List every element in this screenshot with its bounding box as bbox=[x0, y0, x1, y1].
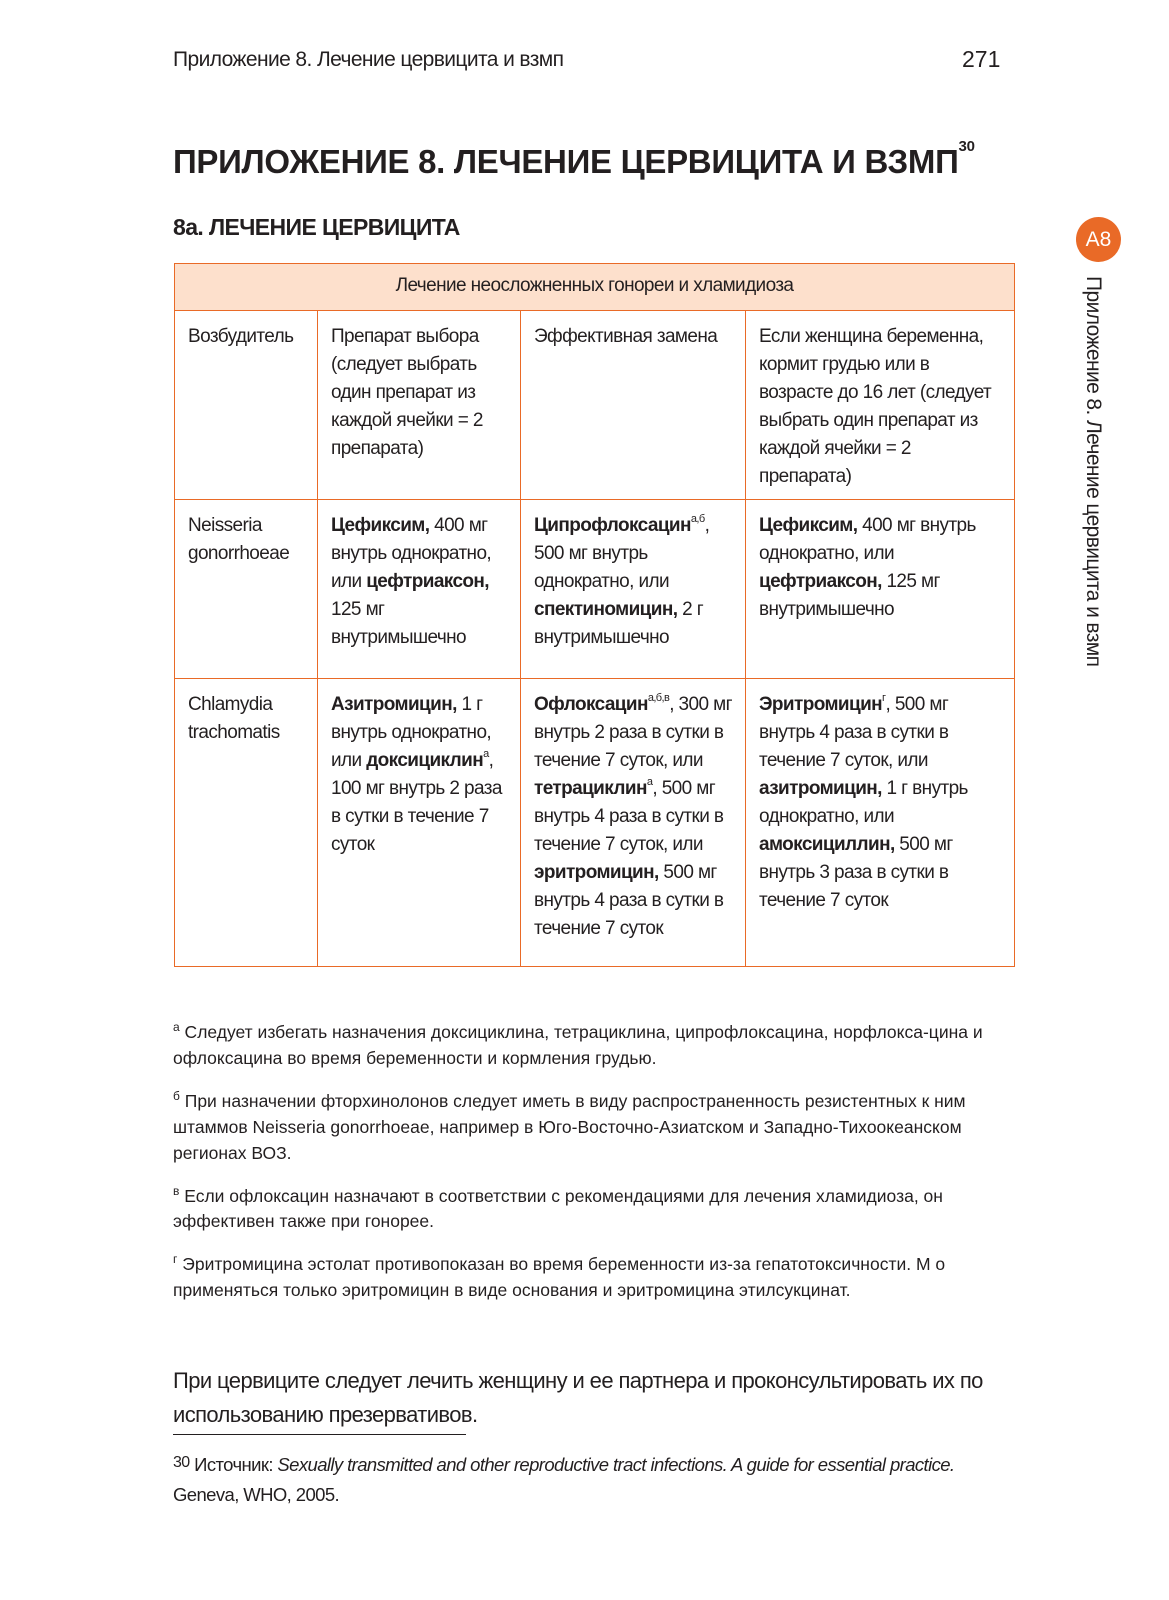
table-note bbox=[173, 1178, 1013, 1235]
page-title-text: ПРИЛОЖЕНИЕ 8. ЛЕЧЕНИЕ ЦЕРВИЦИТА И ВЗМП bbox=[173, 143, 959, 180]
footnote-prefix: Источник: bbox=[189, 1454, 278, 1475]
title-footnote-ref: 30 bbox=[958, 138, 975, 155]
table-row bbox=[175, 679, 1015, 967]
special-cell bbox=[746, 679, 1015, 967]
dosage-text: , 500 мг внутрь 4 раза в сутки в течение 7 суток, или bbox=[759, 694, 949, 771]
header-cell: Возбудитель bbox=[175, 311, 318, 500]
note-text: Следует избегать назначения доксициклина, тетрациклина, ципрофлоксацина, норфлокса-цина и офлоксацина во время беременности и кормления грудью. bbox=[173, 1021, 983, 1068]
treatment-table bbox=[174, 263, 1015, 967]
pathogen-cell: Chlamydia trachomatis bbox=[175, 679, 318, 967]
counseling-note: При цервиците следует лечить женщину и ее партнера и проконсультировать их по использованию презервативов. bbox=[173, 1368, 983, 1427]
dosage-text: 2 г внутримышечно bbox=[534, 599, 704, 648]
table-header-row bbox=[175, 311, 1015, 500]
dosage-text: , 300 мг внутрь 2 раза в сутки в течение 7 суток, или bbox=[534, 694, 732, 771]
header-cell: Если женщина беременна, кормит грудью или в возрасте до 16 лет (следует выбрать один препарат из каждой ячейки = 2 препарата) bbox=[746, 311, 1015, 500]
dosage-text: 1 г внутрь однократно, или bbox=[331, 694, 492, 771]
drug-name: цефтриаксон, bbox=[366, 571, 489, 592]
drug-name: Цефиксим, bbox=[331, 515, 430, 536]
header-cell: Эффективная замена bbox=[521, 311, 746, 500]
alternative-cell bbox=[521, 679, 746, 967]
section-title: 8а. ЛЕЧЕНИЕ ЦЕРВИЦИТА bbox=[173, 214, 460, 240]
table-note bbox=[173, 1083, 1013, 1166]
note-ref: а bbox=[646, 775, 653, 788]
drug-name: Эритромицин bbox=[759, 694, 883, 715]
drug-name: Офлоксацин bbox=[534, 694, 648, 715]
note-mark: в bbox=[173, 1183, 180, 1198]
dosage-text: 1 г внутрь однократно, или bbox=[759, 778, 968, 827]
dosage-text: 125 мг внутримышечно bbox=[759, 571, 940, 620]
note-mark: а bbox=[173, 1020, 180, 1034]
drug-name: спектиномицин, bbox=[534, 599, 678, 620]
drug-name: Азитромицин, bbox=[331, 694, 457, 715]
dosage-text: 400 мг внутрь однократно, или bbox=[331, 515, 492, 592]
dosage-text: , 100 мг внутрь 2 раза в сутки в течение 7 суток bbox=[331, 750, 502, 855]
drug-name: эритромицин, bbox=[534, 862, 659, 883]
drug-name: Цефиксим, bbox=[759, 515, 858, 536]
note-ref: а,б bbox=[690, 512, 705, 525]
drug-name: азитромицин, bbox=[759, 778, 882, 799]
running-head: Приложение 8. Лечение цервицита и взмп bbox=[173, 48, 564, 71]
note-mark: г bbox=[173, 1252, 178, 1267]
note-text: При назначении фторхинолонов следует иметь в виду распространенность резистентных к ним штаммов Neisseria gonorrhoeae, например в Юго-Восточно-Азиатском и Западно-Тихоокеанском регионах ВОЗ. bbox=[173, 1090, 966, 1163]
footnote-divider bbox=[173, 1434, 466, 1435]
side-running-title: Приложение 8. Лечение цервицита и взмп bbox=[1082, 276, 1105, 667]
table-note bbox=[173, 1246, 1013, 1303]
first-choice-cell bbox=[318, 500, 521, 679]
table-note bbox=[173, 1014, 1013, 1071]
table-row bbox=[175, 500, 1015, 679]
drug-name: тетрациклин bbox=[534, 778, 647, 799]
footnote bbox=[173, 1450, 1003, 1510]
first-choice-cell bbox=[318, 679, 521, 967]
footnote-source-title: Sexually transmitted and other reproductive tract infections. A guide for essential practice. bbox=[277, 1454, 955, 1475]
dosage-text: , 500 мг внутрь 4 раза в сутки в течение 7 суток, или bbox=[534, 778, 724, 855]
page-title bbox=[173, 138, 975, 181]
note-text: Эритромицина эстолат противопоказан во время беременности из-за гепатотоксичности. М о применяться только эритромицин в виде основания и эритромицина этилсукцинат. bbox=[173, 1254, 946, 1301]
note-ref: а bbox=[483, 747, 489, 760]
drug-name: доксициклин bbox=[366, 750, 484, 771]
dosage-text: 125 мг внутримышечно bbox=[331, 599, 467, 648]
footnote-suffix: Geneva, WHO, 2005. bbox=[173, 1484, 340, 1505]
dosage-text: 500 мг внутрь 3 раза в сутки в течение 7 суток bbox=[759, 834, 953, 911]
table-notes bbox=[173, 1014, 1013, 1315]
drug-name: амоксициллин, bbox=[759, 834, 895, 855]
dosage-text: 500 мг внутрь 4 раза в сутки в течение 7 суток bbox=[534, 862, 724, 939]
drug-name: Ципрофлоксацин bbox=[534, 515, 691, 536]
table-caption-row bbox=[175, 264, 1015, 311]
footnote-number: 30 bbox=[173, 1454, 190, 1471]
dosage-text: 400 мг внутрь однократно, или bbox=[759, 515, 976, 564]
alternative-cell bbox=[521, 500, 746, 679]
note-ref: а,б,в bbox=[647, 691, 670, 704]
pathogen-cell: Neisseria gonorrhoeae bbox=[175, 500, 318, 679]
note-mark: б bbox=[173, 1088, 180, 1103]
note-ref: г bbox=[882, 691, 886, 704]
note-text: Если офлоксацин назначают в соответствии с рекомендациями для лечения хламидиоза, он эффективен также при гонорее. bbox=[173, 1185, 943, 1232]
table-caption: Лечение неосложненных гонореи и хламидиоза bbox=[175, 264, 1015, 311]
section-tab-badge: А8 bbox=[1076, 217, 1121, 262]
drug-name: цефтриаксон, bbox=[759, 571, 882, 592]
page-number: 271 bbox=[962, 46, 1001, 72]
header-cell: Препарат выбора (следует выбрать один препарат из каждой ячейки = 2 препарата) bbox=[318, 311, 521, 500]
dosage-text: , 500 мг внутрь однократно, или bbox=[534, 515, 710, 592]
special-cell bbox=[746, 500, 1015, 679]
